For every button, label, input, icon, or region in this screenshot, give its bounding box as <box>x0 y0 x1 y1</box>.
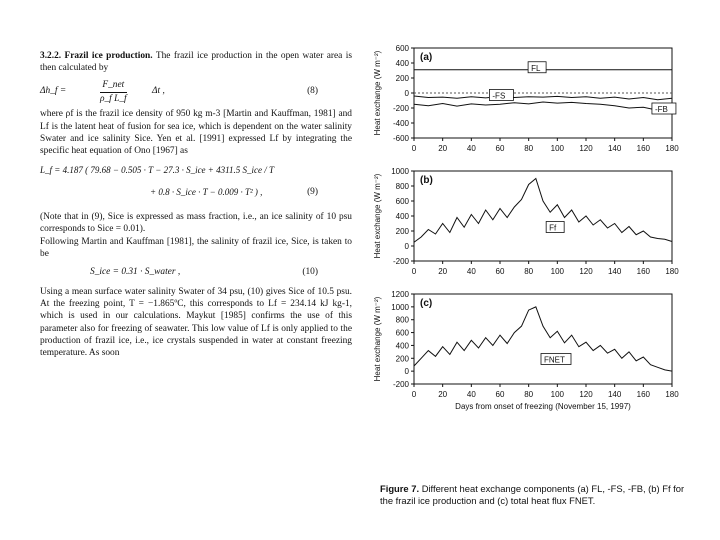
x-tick-label: 180 <box>665 144 679 153</box>
caption-text: Different heat exchange components (a) FL, -FS, -FB, (b) Ff for the frazil ice production and (c) total heat flux FNET. <box>380 483 685 506</box>
figure-7 <box>372 38 692 483</box>
x-tick-label: 120 <box>579 267 593 276</box>
eq8-tail: Δt , <box>152 86 165 97</box>
x-tick-label: 100 <box>550 267 565 276</box>
eq8-number: (8) <box>307 86 318 97</box>
paragraph-4: Using a mean surface water salinity Swater of 34 psu, (10) gives Sice of 10.5 psu. At the freezing point, T = −1.865ºC, this corresponds to Lf = 234.14 kJ kg-1, which is used in our calculations. Maykut [1985] confirms the use of this parameter also for freezing of seawater. This low value of Lf is only applied to the production of frazil ice, i.e., ice crystals suspended in water at constant freezing temperature. As soon <box>40 287 352 359</box>
x-tick-label: 160 <box>636 144 651 153</box>
x-tick-label: 140 <box>607 390 622 399</box>
x-tick-label: 40 <box>466 390 476 399</box>
x-tick-label: 120 <box>579 390 593 399</box>
y-axis-label: Heat exchange (W m⁻²) <box>373 173 382 259</box>
y-tick-label: 1200 <box>391 290 409 299</box>
y-tick-label: -200 <box>392 104 409 113</box>
section-heading: 3.2.2. Frazil ice production. <box>40 51 153 61</box>
y-tick-label: 600 <box>395 197 409 206</box>
y-tick-label: 400 <box>395 341 409 351</box>
y-tick-label: 0 <box>404 367 409 377</box>
x-tick-label: 60 <box>495 390 505 399</box>
y-tick-label: -400 <box>392 119 409 128</box>
x-tick-label: 180 <box>665 267 679 276</box>
paragraph-2: (Note that in (9), Sice is expressed as mass fraction, i.e., an ice salinity of 10 psu corresponds to Sice = 0.01). <box>40 212 352 235</box>
y-tick-label: 1000 <box>391 302 409 312</box>
y-tick-label: 1000 <box>391 167 409 176</box>
series-annotation: -FB <box>654 105 668 114</box>
y-tick-label: 800 <box>395 182 409 191</box>
y-tick-label: 0 <box>404 242 409 251</box>
plot-frame-3 <box>414 294 672 384</box>
series-line--FB <box>414 102 672 110</box>
y-tick-label: 800 <box>395 315 409 325</box>
series-annotation: FL <box>531 63 541 73</box>
panel-label: (c) <box>420 298 433 309</box>
equation-8 <box>40 79 352 103</box>
eq9-line1: L_f = 4.187 ( 79.68 − 0.505 · T − 27.3 · S_ice + 4311.5 S_ice / T <box>40 165 274 176</box>
eq8-lhs: Δh_f = <box>40 86 67 97</box>
eq8-denominator: ρ_f L_f <box>100 93 127 104</box>
x-tick-label: 160 <box>636 267 651 276</box>
x-tick-label: 20 <box>438 267 448 276</box>
figure-svg <box>372 38 692 478</box>
x-tick-label: 60 <box>495 144 505 153</box>
x-tick-label: 160 <box>636 390 651 399</box>
section-paragraph-intro <box>40 50 352 74</box>
plot-frame-2 <box>414 171 672 261</box>
x-tick-label: 60 <box>495 267 505 276</box>
series-annotation: -FS <box>492 91 506 101</box>
paragraph-1: where ρf is the frazil ice density of 950 kg m-3 [Martin and Kauffman, 1981] and Lf is the latent heat of fusion for sea ice, which is dependent on the water salinity Swater and ice salinity Sice. Yen et al. [1991] expressed Lf by integrating the specific heat equation of Ono [1967] as <box>40 109 352 157</box>
x-tick-label: 120 <box>579 144 593 153</box>
panel-label: (a) <box>420 52 433 63</box>
eq9-line2: + 0.8 · S_ice · T − 0.009 · T² ) , <box>150 187 263 198</box>
eq8-fraction <box>100 79 127 104</box>
y-tick-label: 600 <box>395 44 409 53</box>
x-tick-label: 40 <box>466 267 476 276</box>
x-tick-label: 140 <box>607 267 622 276</box>
x-tick-label: 100 <box>550 390 565 399</box>
series-annotation: Ff <box>549 223 557 233</box>
y-tick-label: -200 <box>392 257 409 266</box>
y-tick-label: 200 <box>395 74 409 83</box>
x-axis-label: Days from onset of freezing (November 15, 1997) <box>455 402 631 411</box>
x-tick-label: 140 <box>607 144 622 153</box>
y-tick-label: 400 <box>395 212 409 221</box>
x-tick-label: 20 <box>438 144 448 153</box>
equation-10 <box>40 265 352 281</box>
eq10-number: (10) <box>302 267 318 278</box>
series-line-Ff <box>414 179 672 243</box>
x-tick-label: 0 <box>411 390 417 399</box>
eq10-text: S_ice = 0.31 · S_water , <box>90 267 181 278</box>
y-tick-label: 600 <box>395 328 409 338</box>
intro-text: The frazil ice production in the open water area is then calculated by <box>40 51 352 74</box>
x-tick-label: 40 <box>466 144 476 153</box>
y-tick-label: 200 <box>395 227 409 236</box>
series-line--FS <box>414 96 672 100</box>
x-tick-label: 0 <box>411 267 417 276</box>
figure-caption <box>380 483 690 507</box>
y-axis-label: Heat exchange (W m⁻²) <box>373 50 382 136</box>
x-tick-label: 100 <box>550 144 565 153</box>
y-tick-label: -200 <box>392 380 409 389</box>
y-tick-label: 400 <box>395 59 409 68</box>
x-tick-label: 80 <box>524 267 534 276</box>
x-tick-label: 80 <box>524 390 534 399</box>
y-axis-label: Heat exchange (W m⁻²) <box>373 296 382 382</box>
eq9-number: (9) <box>307 187 318 198</box>
x-tick-label: 80 <box>524 144 534 153</box>
equation-9 <box>40 162 352 206</box>
x-tick-label: 0 <box>411 144 417 153</box>
y-tick-label: 0 <box>404 89 409 98</box>
x-tick-label: 180 <box>665 390 679 399</box>
paragraph-3: Following Martin and Kauffman [1981], the salinity of frazil ice, Sice, is taken to be <box>40 236 352 259</box>
y-tick-label: 200 <box>395 354 409 364</box>
eq8-numerator: F_net <box>100 79 127 92</box>
text-column <box>40 50 352 359</box>
series-annotation: FNET <box>544 355 565 365</box>
x-tick-label: 20 <box>438 390 448 399</box>
y-tick-label: -600 <box>392 134 409 143</box>
panel-label: (b) <box>420 175 433 186</box>
caption-label: Figure 7. <box>380 483 420 494</box>
